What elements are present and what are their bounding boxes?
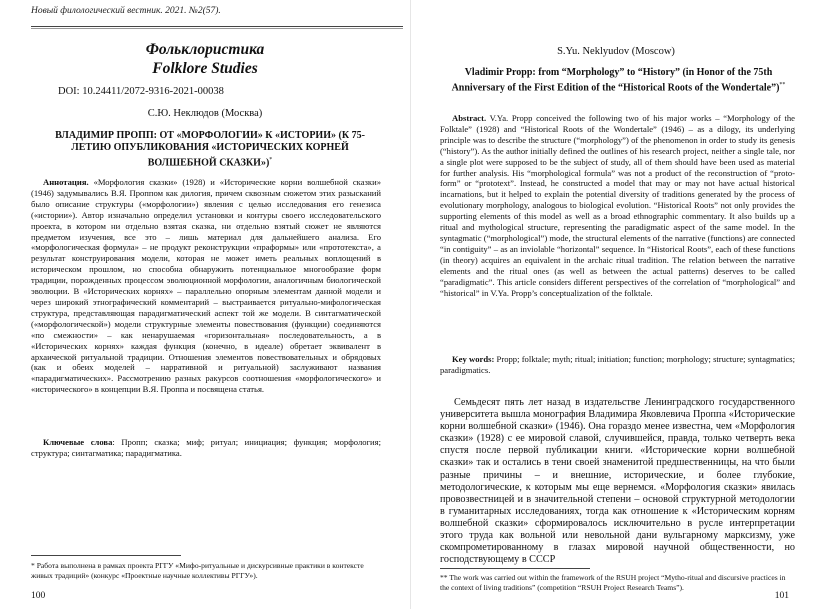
keywords-label-en: Key words:	[452, 354, 495, 364]
section-title-ru: Фольклористика	[145, 41, 265, 58]
abstract-text-ru: «Морфология сказки» (1928) и «Исторические корни волшебной сказки» (1946) задумывались В.Я. Проппом как дилогия, причем сквозным сюжетом этих разысканий было описание структуры («морфологии») явления с целью исследования его генезиса («истории»). Автор изначально определил установки и контуры своего исследовательского проекта, в котором ни отдельно взятая сказка, ни отдельно взятый сюжет не являются предметом изучения, все это – лишь материал для дальнейшего анализа. Его «морфологическая формула» – не продукт реконструкции «праформы» или «прототекста», а результат конструирования модели, которая не может иметь реальных воплощений в историческом прошлом, но способна обнаружить потенциальное многообразие форм традиции, порожденных процессом эволюционной морфологии, аналогичным биологической эволюции. В «Исторических корнях» – параллельно опорным элементам данной модели и через широкий этнографический комментарий – выстраивается ритуально-мифологическая структура, представляющая парадигматический аспект той же модели. В синтагматической («морфологической») модели структурные элементы повествования (функции) соединяются «по смежности» – как ненарушаемая «горизонтальная» последовательность, а в «Исторических корнях» каждая функция (конечно, в идеале) обретает эквивалент в архаической ритуальной традиции. Отношения элементов повествовательных и обрядовых (как и обеих моделей – нарративной и ритуальной) заслуживают названия «парадигматических». Рассмотрению разных ракурсов соотношения «морфологического» и «исторического» в концепции В.Я. Проппа и посвящена статья.	[31, 177, 381, 395]
keywords-label-ru: Ключевые слова	[43, 437, 113, 447]
article-title-ru	[40, 130, 380, 169]
abstract-label-en: Abstract.	[452, 113, 487, 123]
keywords-text-en: Propp; folktale; myth; ritual; initiation; function; morphology; structure; syntagmatics; paradigmatics.	[440, 354, 795, 375]
footnote-rule	[440, 568, 590, 569]
footnote-en: ** The work was carried out within the framework of the RSUH project “Mytho-ritual and discursive practices in the context of living traditions” (competition “RSUH Project Research Teams”).	[440, 573, 786, 592]
article-title-en-text: Vladimir Propp: from “Morphology” to “History” (in Honor of the 75th Anniversary of the First Edition of the “Historical Roots of the Wondertale”)	[451, 67, 780, 94]
footnote-ru: * Работа выполнена в рамках проекта РГГУ «Мифо-ритуальные и дискурсивные практики в контексте живых традиций» (конкурс «Проектные научные коллективы РГГУ»).	[31, 561, 364, 580]
keywords-text-ru: : Пропп; сказка; миф; ритуал; инициация; функция; морфология; структура; синтагматика; парадигматика.	[31, 437, 381, 458]
abstract-en	[440, 113, 795, 298]
abstract-text-en: V.Ya. Propp conceived the following two of his major works – “Morphology of the Folktale” (1928) and “Historical Roots of the Wondertale” (1946) – as a dilogy, its underlying principle was to describe the structure (“morphology”) of the phenomenon in order to study its genesis (“history”). As the author initially defined the outlines of his research project, neither a single tale, nor a single plot were supposed to be the subject of study, all of them should have been used as material for further analysis. His “morphological formula” was not a product of the reconstruction of “proto-form” or “prototext”. Instead, he constructed a model that may or may not have actual historical incarnations, but it helped to explain the potential diversity of traditions generated by the process of evolutionary morphology, analogous to biological evolution. “Historical Roots” not only provides the supporting elements of this model as well as a broad ethnographic commentary. It also builds up a ritual and mythological structure, representing the paradigmatic aspect of the same model. In the syntagmatic (“morphological”) mode, the structural elements of the narrative (functions) are connected “in contiguity” – as an inviolable “horizontal” sequence. In “Historical Roots”, each of these functions (in theory) acquires an equivalent in the archaic ritual tradition. The relation between the narrative elements and the ritual ones (as well as between the actual patterns) deserves to be called “paradigmatic”. This article considers different perspectives of the correlation of “morphological” and “historical” in V.Ya. Propp’s conceptualization of the folktale.	[440, 113, 795, 298]
footnote-mark[interactable]: *	[269, 157, 273, 163]
page-number-left: 100	[31, 591, 46, 601]
author-ru: С.Ю. Неклюдов (Москва)	[147, 108, 263, 119]
keywords-en	[440, 354, 795, 376]
section-title-en: Folklore Studies	[152, 60, 258, 77]
author-en: S.Yu. Neklyudov (Moscow)	[557, 46, 675, 57]
doi[interactable]: DOI: 10.24411/2072-9316-2021-00038	[58, 86, 224, 97]
article-title-en	[451, 67, 786, 94]
running-head: Новый филологический вестник. 2021. №2(57).	[31, 6, 221, 16]
article-title-ru-text: ВЛАДИМИР ПРОПП: ОТ «МОРФОЛОГИИ» К «ИСТОРИИ» (К 75-ЛЕТИЮ ОПУБЛИКОВАНИЯ «ИСТОРИЧЕСКИХ КОРНЕЙ ВОЛШЕБНОЙ СКАЗКИ»)	[55, 130, 365, 169]
keywords-ru	[31, 437, 381, 459]
abstract-label-ru: Аннотация.	[43, 177, 89, 187]
abstract-ru	[31, 177, 381, 395]
footnote-mark[interactable]: **	[779, 82, 786, 88]
body-text: Семьдесят пять лет назад в издательстве Ленинградского государственного университета вышла монография Владимира Яковлевича Проппа «Исторические корни волшебной сказки» (1946). Она гораздо менее известна, чем «Морфология сказки» (1928) с ее мировой славой, случившейся, правда, только четверть века спустя после первой публикации книги. «Исторические корни волшебной сказки» так и остались в тени своей знаменитой предшественницы, на что были разные причины – и внешние, исторические, и более глубокие, методологические, к которым мы еще вернемся. «Морфология сказки» явилась провозвестницей и в значительной степени – основой структурной методологии в гуманитарных исследованиях, тогда как отношение к «Историческим корням волшебной сказки» сформировалось исключительно в русле интерпретации этого труда как вольной или невольной дани вульгарному марксизму, уже скомпрометированному в глазах мировой научной общественности, но господствующему в СССР	[440, 397, 795, 566]
footnote-rule	[31, 555, 181, 556]
page-number-right: 101	[774, 591, 789, 601]
right-page	[410, 0, 820, 609]
header-rule	[31, 26, 403, 27]
